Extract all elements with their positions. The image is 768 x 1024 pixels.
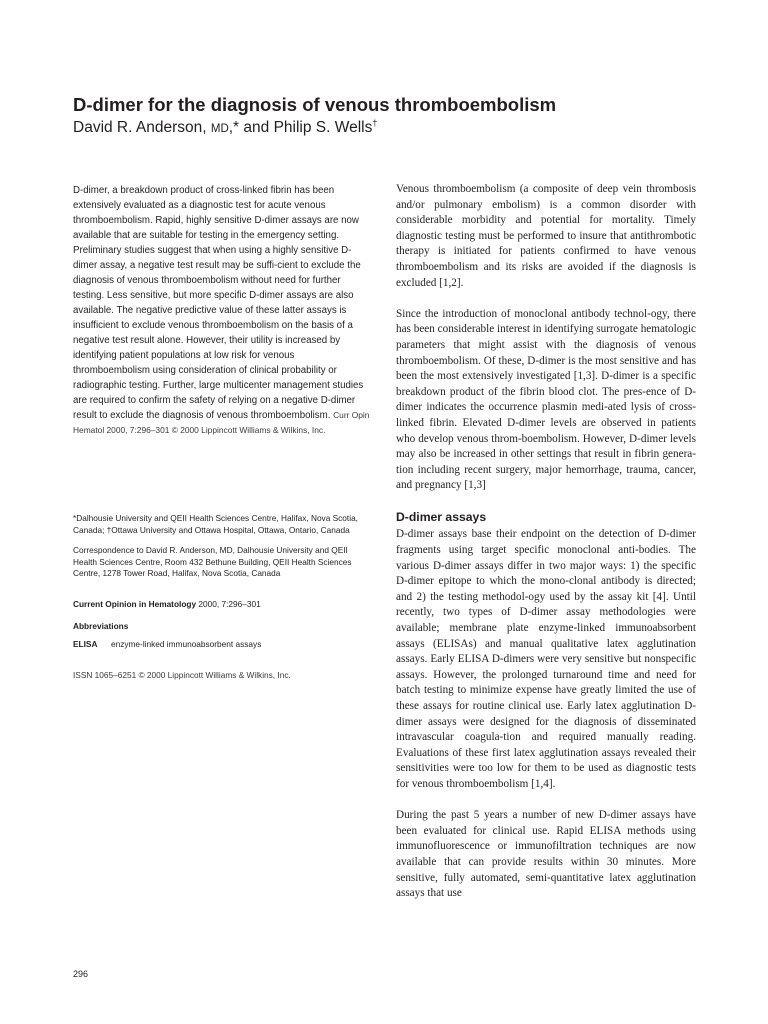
abbreviation-term: ELISA xyxy=(73,639,98,649)
journal-name: Current Opinion in Hematology xyxy=(73,599,197,609)
abbreviations-heading: Abbreviations xyxy=(73,621,129,631)
journal-issue: 2000, 7:296–301 xyxy=(198,599,261,609)
issn-line: ISSN 1065–6251 © 2000 Lippincott Williams & Wilkins, Inc. xyxy=(73,670,291,680)
correspondence: Correspondence to David R. Anderson, MD, Dalhousie University and QEII Health Sciences Centre, Room 432 Bethune Building, QEII Health Sciences Centre, 1278 Tower Road, Halifax, Nova Scotia, Canada xyxy=(73,545,352,579)
author-2: and Philip S. Wells xyxy=(243,119,373,136)
author-1-mark: ,* xyxy=(228,119,240,136)
author-2-mark: † xyxy=(372,117,378,128)
body-paragraph-2: Since the introduction of monoclonal antibody technol-ogy, there has been considerable interest in identifying surrogate hematologic parameters that might assist with the diagnosis of venous thromboembolism. Of these, D-dimer is the most sensitive and has been the most extensively investigated [1,3]. D-dimer is a specific breakdown product of the fibrin blood clot. The pres-ence of D-dimer indicates the occurrence plasmin medi-ated lysis of cross-linked fibrin. Elevated D-dimer levels are observed in patients who develop venous throm-boembolism. However, D-dimer levels may also be increased in other settings that result in fibrin genera-tion including recent surgery, major hemorrhage, trauma, cancer, and pregnancy [1,3] xyxy=(396,307,696,492)
article-title: D-dimer for the diagnosis of venous thromboembolism xyxy=(73,94,557,115)
affiliations: *Dalhousie University and QEII Health Sciences Centre, Halifax, Nova Scotia, Canada; †Ottawa University and Ottawa Hospital, Ottawa, Ontario, Canada xyxy=(73,513,358,535)
author-1-degree: MD xyxy=(210,123,229,135)
abstract-column xyxy=(73,183,371,438)
abbreviation-definition: enzyme-linked immunoabsorbent assays xyxy=(111,639,262,649)
author-line xyxy=(73,118,713,139)
body-paragraph-4: During the past 5 years a number of new D-dimer assays have been evaluated for clinical use. Rapid ELISA methods using immunofluorescence or immunofiltration techniques are now available that can provide results within 30 minutes. More sensitive, fully automated, semi-quantitative latex agglutination assays that use xyxy=(396,809,696,900)
body-column xyxy=(396,182,696,917)
abbreviation-item xyxy=(73,639,371,651)
body-paragraph-1: Venous thromboembolism (a composite of deep vein thrombosis and/or pulmonary embolism) is a common disorder with considerable morbidity and potential for mortality. Timely diagnostic testing must be performed to insure that antithrombotic therapy is initiated for patients confirmed to have venous thromboembolism and its risks are avoided if the diagnosis is excluded [1,2]. xyxy=(396,183,696,289)
abstract-citation: Curr Opin Hematol 2000, 7:296–301 © 2000 Lippincott Williams & Wilkins, Inc. xyxy=(73,410,370,435)
journal-reference xyxy=(73,599,371,611)
author-1: David R. Anderson, xyxy=(73,119,207,136)
section-heading: D-dimer assays xyxy=(396,510,487,525)
abstract-text: D-dimer, a breakdown product of cross-linked fibrin has been extensively evaluated as a diagnostic test for acute venous thromboembolism. Rapid, highly sensitive D-dimer assays are now available that are suitable for testing in the emergency setting. Preliminary studies suggest that when using a highly sensitive D-dimer assay, a negative test result may be suffi-cient to exclude the diagnosis of venous thromboembolism without need for further testing. Less sensitive, but more specific D-dimer assays are also available. The negative predictive value of these latter assays is insufficient to exclude venous thromboembolism on the basis of a negative test result alone. However, their utility is increased by identifying patient populations at low risk for venous thromboembolism using consideration of clinical probability or radiographic testing. Further, large multicenter management studies are required to confirm the safety of relying on a negative D-dimer result to exclude the diagnosis of venous thromboembolism. xyxy=(73,185,364,421)
body-paragraph-3: D-dimer assays base their endpoint on the detection of D-dimer fragments using target specific monoclonal anti-bodies. The various D-dimer assays differ in two major ways: 1) the specific D-dimer epitope to which the mono-clonal antibody is directed; and 2) the testing methodol-ogy used by the assay kit [4]. Until recently, two types of D-dimer assay methodologies were available; membrane plate enzyme-linked immunoabsorbent assays (ELISAs) and manual qualitative latex agglutination assays. Early ELISA D-dimers were very sensitive but nonspecific assays. However, the prolonged turnaround time and need for batch testing to minimize expense have greatly limited the use of these assays for routine clinical use. Early latex agglutination D-dimer assays were designed for the diagnosis of disseminated intravascular coagula-tion and required manually reading. Evaluations of these first latex agglutination assays revealed their sensitivities were too low for them to be used as diagnostic tests for venous thromboembolism [1,4]. xyxy=(396,528,696,790)
abstract xyxy=(73,183,371,438)
page-number: 296 xyxy=(73,969,89,979)
